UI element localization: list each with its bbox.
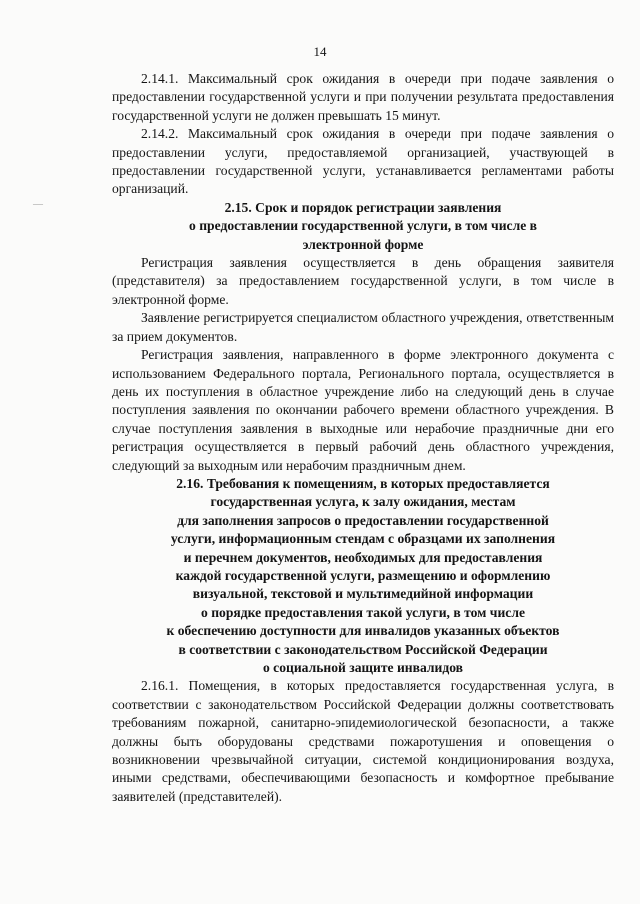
heading-line: 2.15. Срок и порядок регистрации заявления [224, 199, 502, 215]
section-heading-2-16 [112, 475, 614, 677]
heading-line: для заполнения запросов о предоставлении государственной [177, 512, 549, 528]
heading-line: о предоставлении государственной услуги, в том числе в [189, 218, 537, 234]
heading-line: к обеспечению доступности для инвалидов указанных объектов [166, 623, 560, 639]
heading-line: каждой государственной услуги, размещению и оформлению [175, 567, 551, 583]
paragraph-2-14-2: 2.14.2. Максимальный срок ожидания в очереди при подаче заявления о предоставлении услуги, предоставляемой организацией, участвующей в предоставлении государственной услуги, устанавливается регламентами работы организаций. [112, 126, 614, 197]
heading-line: услуги, информационным стендам с образцами их заполнения [170, 531, 556, 547]
margin-mark: — [33, 199, 43, 210]
paragraph-2-15-a: Регистрация заявления осуществляется в день обращения заявителя (представителя) за предоставлением государственной услуги, в том числе в электронной форме. [112, 255, 614, 307]
heading-line: и перечнем документов, необходимых для предоставления [183, 549, 543, 565]
heading-line: в соответствии с законодательством Российской Федерации [178, 641, 548, 657]
document-body [112, 70, 614, 806]
heading-line: государственная услуга, к залу ожидания, местам [210, 494, 516, 510]
heading-line: 2.16. Требования к помещениям, в которых предоставляется [176, 475, 550, 491]
section-heading-2-15 [112, 199, 614, 254]
heading-line: визуальной, текстовой и мультимедийной информации [192, 586, 534, 602]
paragraph-2-14-1: 2.14.1. Максимальный срок ожидания в очереди при подаче заявления о предоставлении государственной услуги и при получении результата предоставления государственной услуги не должен превышать 15 минут. [112, 71, 614, 123]
paragraph-2-16-1: 2.16.1. Помещения, в которых предоставляется государственная услуга, в соответствии с законодательством Российской Федерации должны соответствовать требованиям пожарной, санитарно-эпидемиологической безопасности, а также должны быть оборудованы средствами пожаротушения и оповещения о возникновении чрезвычайной ситуации, системой кондиционирования воздуха, иными средствами, обеспечивающими безопасность и комфортное пребывание заявителей (представителей). [112, 678, 614, 804]
paragraph-2-15-b: Заявление регистрируется специалистом областного учреждения, ответственным за прием документов. [112, 310, 614, 344]
page-number: 14 [313, 44, 327, 59]
heading-line: электронной форме [302, 236, 424, 252]
heading-line: о порядке предоставления такой услуги, в том числе [201, 604, 525, 620]
heading-line: о социальной защите инвалидов [262, 660, 464, 675]
paragraph-2-15-c: Регистрация заявления, направленного в форме электронного документа с использованием Федерального портала, Регионального портала, осуществляется в день их поступления в областное учреждение либо на следующий день в случае поступления заявления по окончании рабочего времени областного учреждения. В случае поступления заявления в выходные или нерабочие праздничные дни его регистрация осуществляется в первый рабочий день областного учреждения, следующий за выходным или нерабочим праздничным днем. [112, 347, 614, 473]
